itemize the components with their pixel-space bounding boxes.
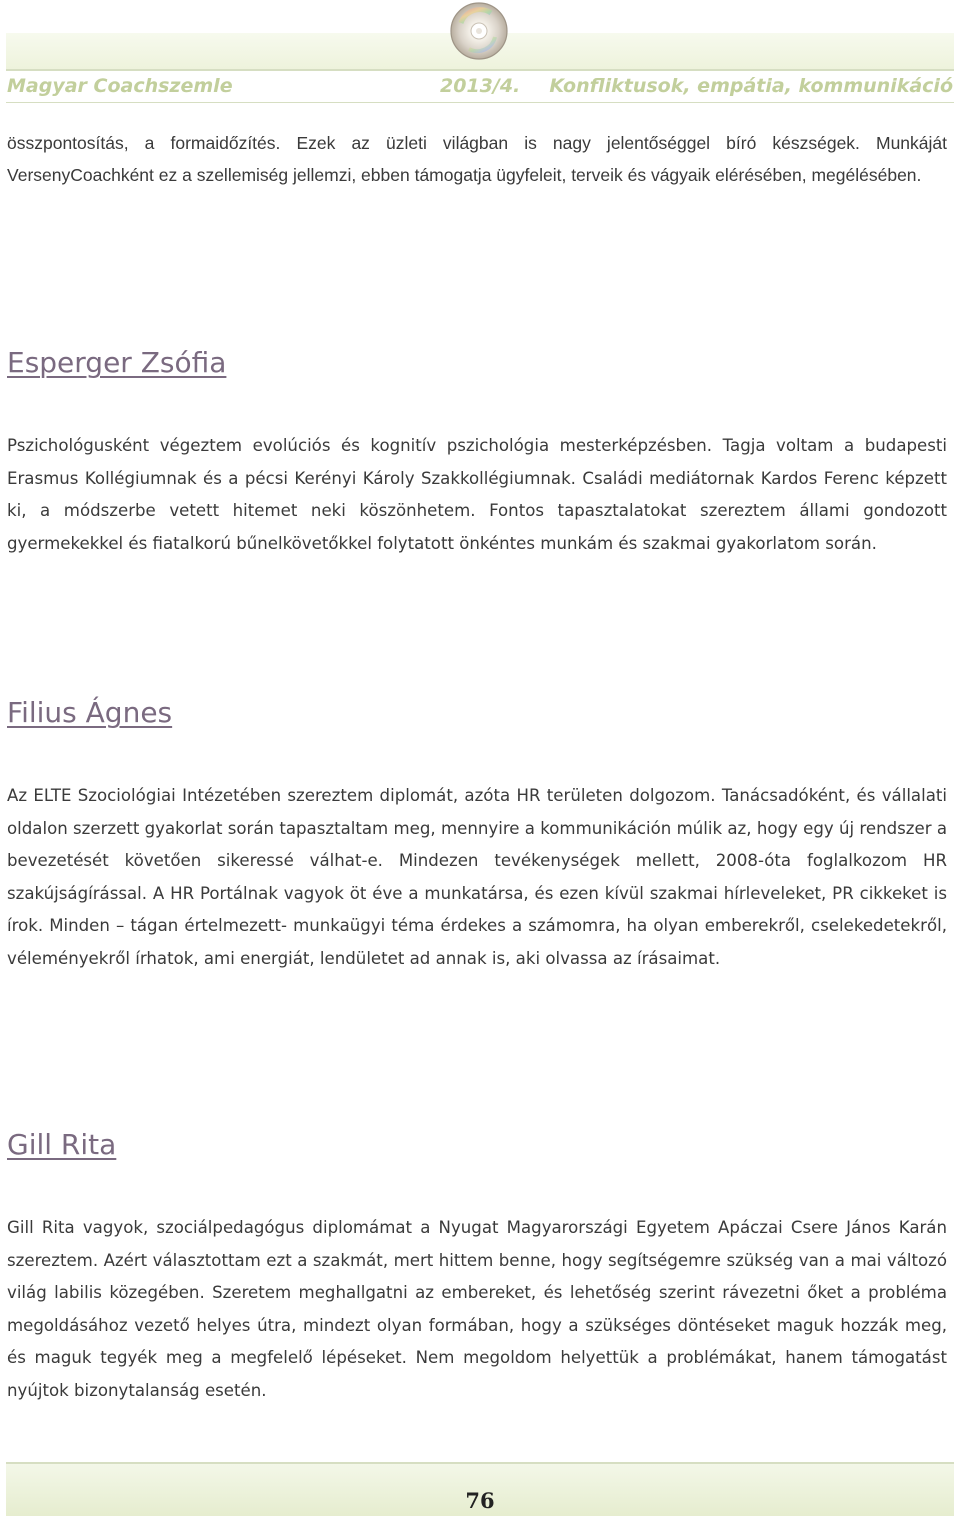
profile-bio-gill: Gill Rita vagyok, szociálpedagógus diplomámat a Nyugat Magyarországi Egyetem Apáczai Csere János Karán szereztem. Azért választottam ezt a szakmát, mert hittem benne, hogy segítségemre szükség van a mai változó világ labilis közegében. Szeretem meghallgatni az embereket, és lehetőség szerint rávezetni őket a probléma megoldásához vezető helyes útra, mindezt olyan formában, hogy a szükséges döntéseket maguk hozzák meg, és maguk tegyék meg a megfelelő lépéseket. Nem megoldom helyettük a problémákat, hanem támogatást nyújtok bizonytalanság esetén.: [7, 1218, 947, 1400]
profile-name-filius: Filius Ágnes: [7, 696, 173, 729]
header-divider: [6, 69, 954, 71]
journal-logo-icon: [449, 1, 509, 61]
intro-paragraph: összpontosítás, a formaidőzítés. Ezek az üzleti világban is nagy jelentőséggel bíró készségek. Munkáját VersenyCoachként ez a szellemiség jellemzi, ebben támogatja ügyfeleit, terveik és vágyaik elérésében, megélésében.: [7, 133, 947, 185]
profile-bio-esperger: Pszichológusként végeztem evolúciós és kognitív pszichológia mesterképzésben. Tagja voltam a budapesti Erasmus Kollégiumnak és a pécsi Kerényi Károly Szakkollégiumnak. Családi mediátornak Kardos Ferenc képzett ki, a módszerbe vetett hitemet neki köszönhetem. Fontos tapasztalatokat szereztem állami gondozott gyermekekkel és fiatalkorú bűnelkövetőkkel folytatott önkéntes munkám és szakmai gyakorlatom során.: [7, 436, 947, 553]
header-topic: Konfliktusok, empátia, kommunikáció: [549, 75, 953, 97]
profile-name-esperger: Esperger Zsófia: [7, 346, 227, 379]
header-issue: 2013/4.: [440, 75, 521, 97]
header-journal-title: Magyar Coachszemle: [7, 75, 233, 97]
header-bottom-divider: [6, 102, 954, 103]
profile-bio-filius: Az ELTE Szociológiai Intézetében szereztem diplomát, azóta HR területen dolgozom. Tanácsadóként, és vállalati oldalon szerzett gyakorlat során tapasztaltam meg, mennyire a kommunikáción múlik az, hogy egy új rendszer a bevezetését követően sikeressé válhat-e. Mindezen tevékenységek mellett, 2008-óta foglalkozom HR szakújságírással. A HR Portálnak vagyok öt éve a munkatársa, és ezen kívül szakmai hírleveleket, PR cikkeket is írok. Minden – tágan értelmezett- munkaügyi téma érdekes a számomra, ha olyan emberekről, cselekedetekről, véleményekről írhatok, ami energiát, lendületet ad annak is, aki olvassa az írásaimat.: [7, 786, 947, 968]
profile-name-gill: Gill Rita: [7, 1128, 117, 1161]
page-number: 76: [465, 1488, 495, 1513]
